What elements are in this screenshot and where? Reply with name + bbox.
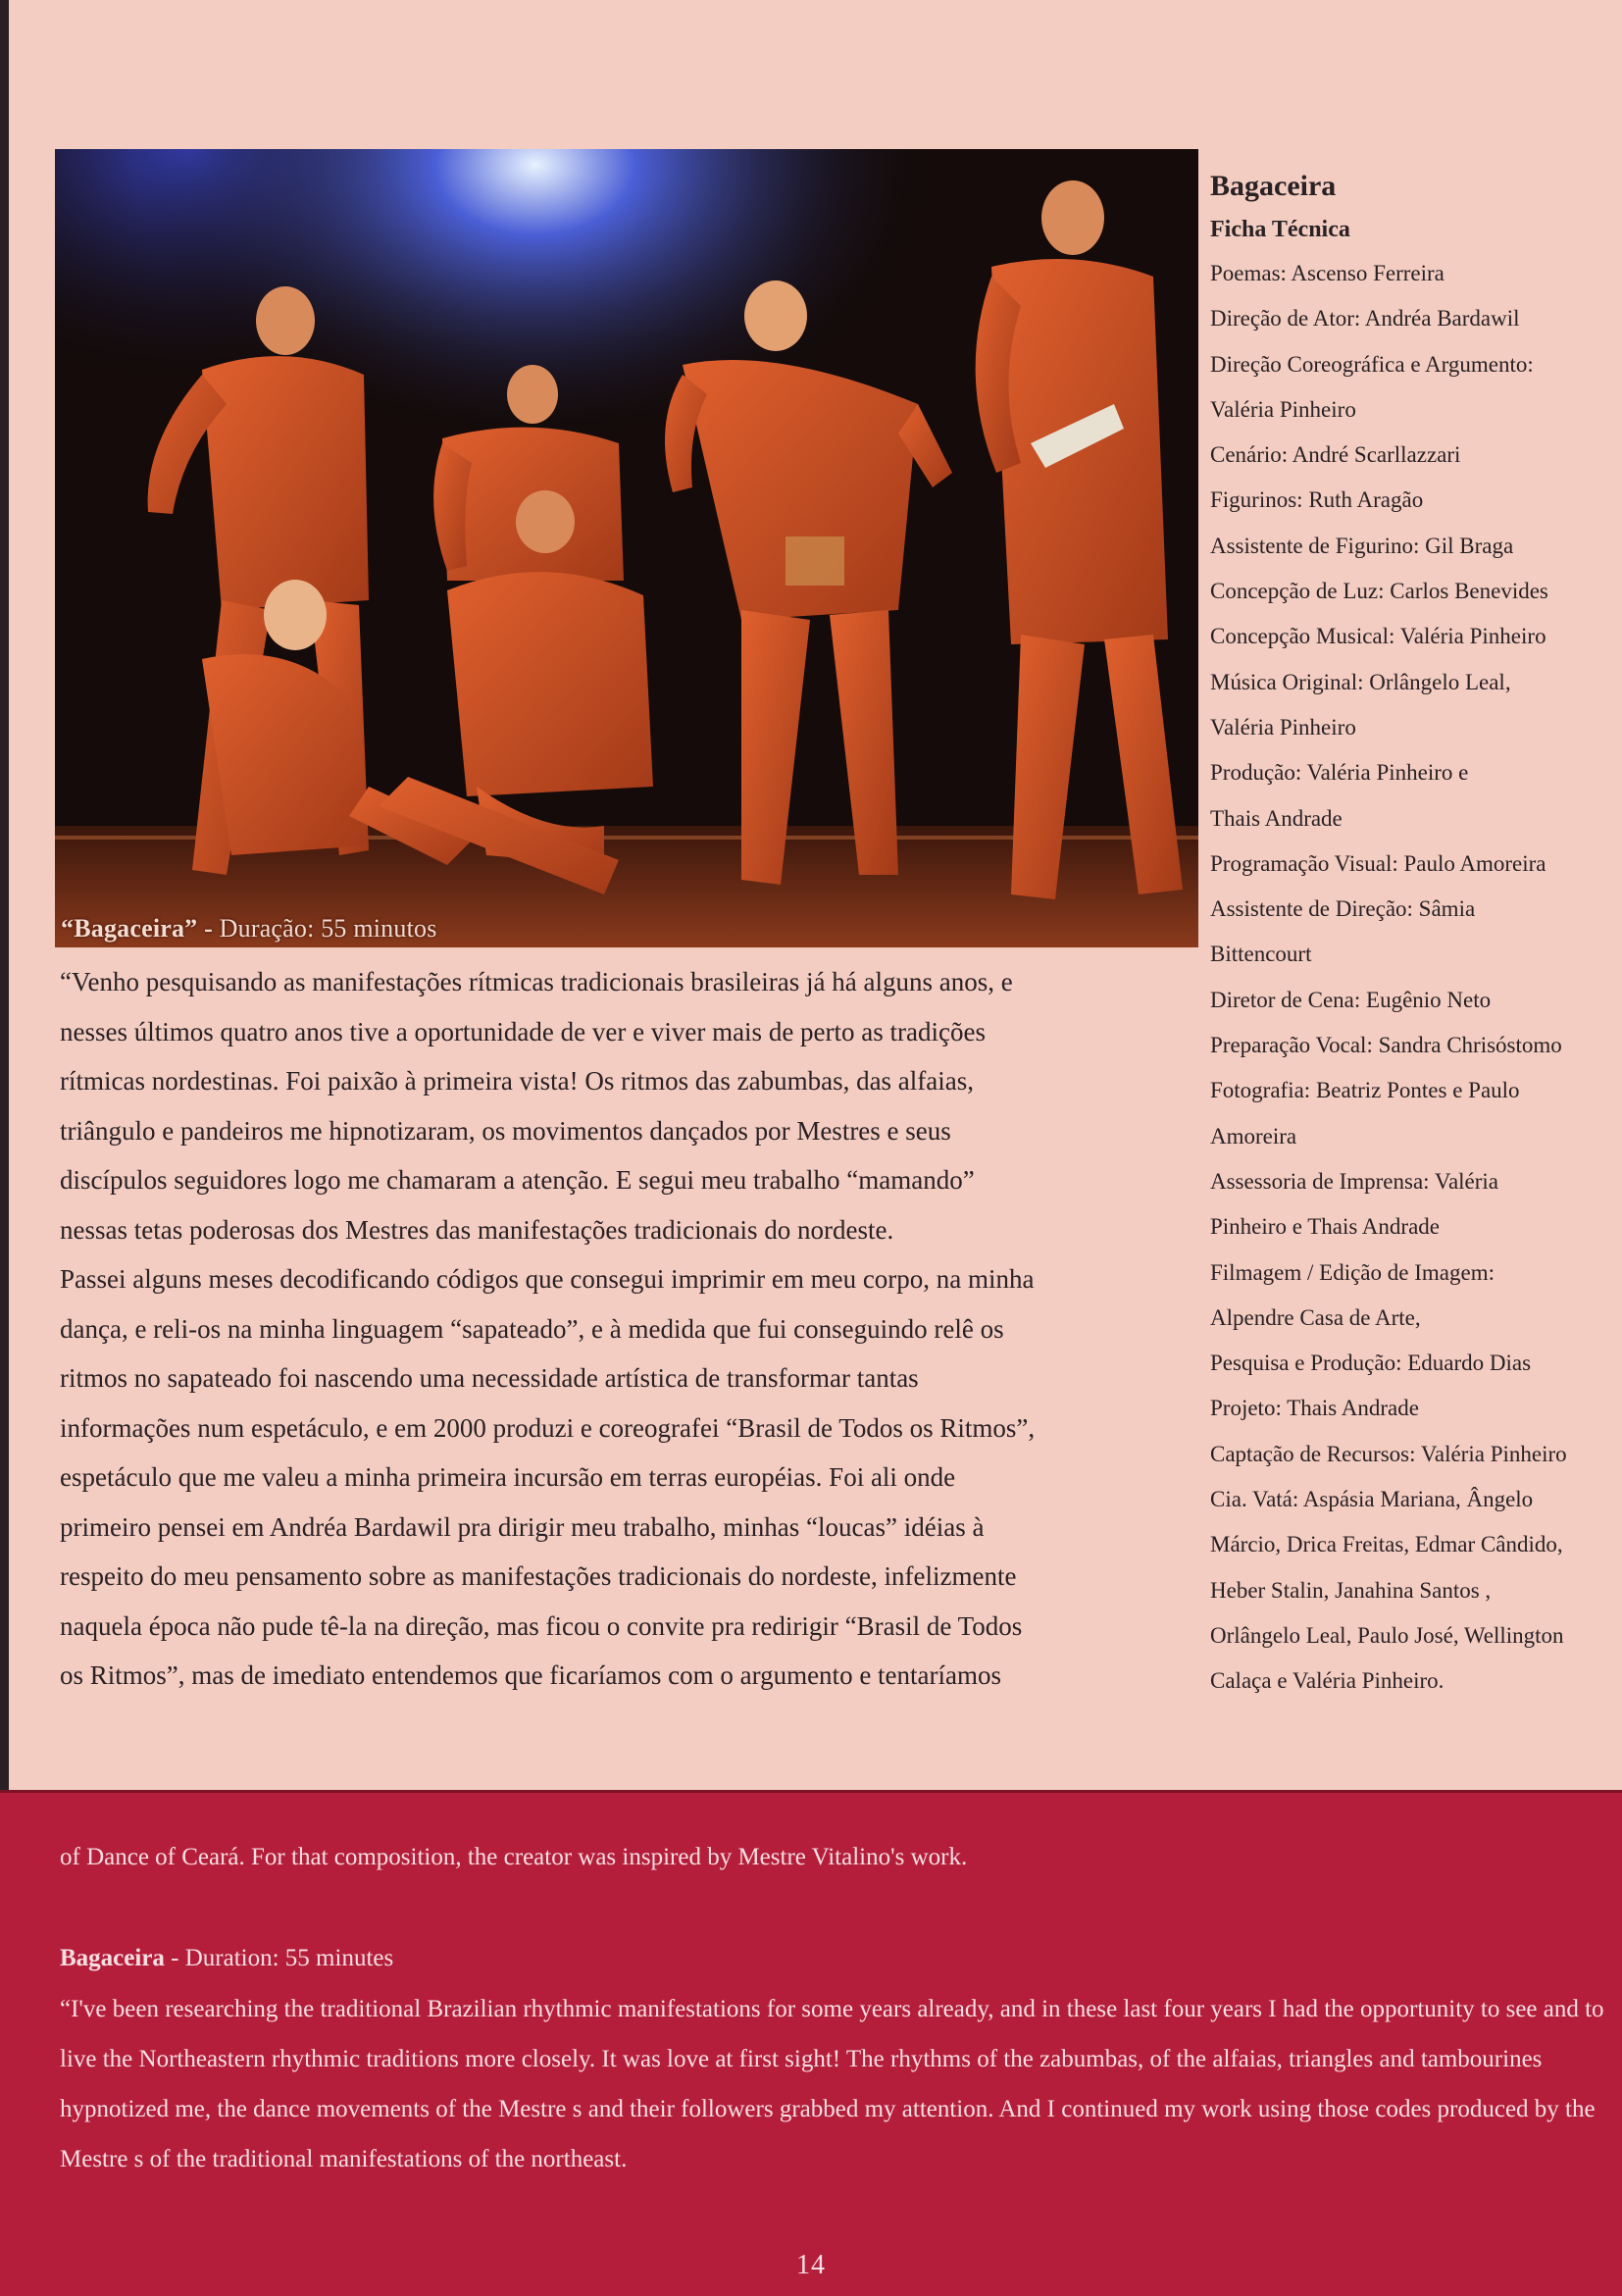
credit-line: Fotografia: Beatriz Pontes e Paulo [1210,1078,1520,1103]
credit-line: Márcio, Drica Freitas, Edmar Cândido, [1210,1532,1563,1557]
portuguese-body-text [60,957,1197,1701]
caption-duration: Duração: 55 minutos [219,914,437,943]
credit-line: Poemas: Ascenso Ferreira [1210,261,1445,285]
credit-line: Direção de Ator: Andréa Bardawil [1210,306,1520,332]
credit-line: Amoreira [1210,1123,1297,1148]
caption-separator: - [197,914,220,943]
text-line: informações num espetáculo, e em 2000 produzi e coreografei “Brasil de Todos os Ritmos”, [60,1412,1036,1443]
credit-line: Calaça e Valéria Pinheiro. [1210,1668,1445,1694]
credit-line: Assistente de Direção: Sâmia [1210,896,1476,922]
credit-line: Valéria Pinheiro [1210,714,1356,740]
english-title: Bagaceira [60,1945,165,1971]
text-line: “Venho pesquisando as manifestações rítmicas tradicionais brasileiras já há alguns anos, e [60,967,1013,996]
credit-line: Figurinos: Ruth Aragão [1210,487,1424,513]
credit-line: Filmagem / Edição de Imagem: [1210,1259,1495,1285]
credit-line: Cia. Vatá: Aspásia Mariana, Ângelo [1210,1487,1534,1512]
credit-line: Captação de Recursos: Valéria Pinheiro [1210,1441,1567,1466]
text-line: primeiro pensei em Andréa Bardawil pra dirigir meu trabalho, minhas “loucas” idéias à [60,1511,985,1542]
credit-line: Programação Visual: Paulo Amoreira [1210,850,1546,876]
credit-line: Orlângelo Leal, Paulo José, Wellington [1210,1622,1564,1648]
credit-line: Thais Andrade [1210,805,1343,831]
credit-line: Heber Stalin, Janahina Santos , [1210,1577,1492,1603]
credit-line: Assistente de Figurino: Gil Braga [1210,533,1514,558]
credit-line: Cenário: André Scarllazzari [1210,442,1461,468]
credit-line: Projeto: Thais Andrade [1210,1396,1419,1421]
english-translation-section [0,1790,1622,2296]
credit-line: Diretor de Cena: Eugênio Neto [1210,987,1492,1012]
text-line: triângulo e pandeiros me hipnotizaram, os movimentos dançados por Mestres e seus [60,1115,951,1146]
credit-line: Pinheiro e Thais Andrade [1210,1214,1440,1240]
page-number: 14 [796,2250,826,2280]
credits-subtitle: Ficha Técnica [1210,217,1350,242]
credit-line: Assessoria de Imprensa: Valéria [1210,1168,1499,1194]
credits-title: Bagaceira [1210,170,1337,202]
credit-line: Bittencourt [1210,942,1312,967]
caption-title: “Bagaceira” [61,914,198,943]
credit-line: Concepção Musical: Valéria Pinheiro [1210,624,1546,649]
text-line: dança, e reli-os na minha linguagem “sapateado”, e à medida que fui conseguindo relê os [60,1313,1004,1344]
text-line: rítmicas nordestinas. Foi paixão à primeira vista! Os ritmos das zabumbas, das alfaias, [60,1066,975,1096]
credits-column [1210,165,1612,1705]
english-duration: - Duration: 55 minutes [164,1945,394,1971]
credit-line: Alpendre Casa de Arte, [1210,1304,1421,1330]
text-line: naquela época não pude tê-la na direção, mas ficou o convite pra redirigir “Brasil de Todos [60,1610,1023,1641]
performance-photo [55,149,1198,947]
english-body-text: “I've been researching the traditional Brazilian rhythmic manifestations for some years already, and in these last four years I had the opportunity to see and to live the Northeastern rhythmic traditions more closely. It was love at first sight! The rhythms of the zabumbas, of the alfaias, triangles and tambourines hypnotized me, the dance movements of the Mestre s and their followers grabbed my attention. And I continued my work using those codes produced by the Mestre s of the traditional manifestations of the northeast. [60,1996,1604,2172]
credit-line: Pesquisa e Produção: Eduardo Dias [1210,1351,1532,1376]
credit-line: Direção Coreográfica e Argumento: [1210,351,1534,377]
scan-edge [0,0,9,1790]
english-heading [60,1945,393,1972]
text-line: os Ritmos”, mas de imediato entendemos que ficaríamos com o argumento e tentaríamos [60,1660,1002,1690]
text-line: ritmos no sapateado foi nascendo uma necessidade artística de transformar tantas [60,1363,919,1393]
text-line: discípulos seguidores logo me chamaram a atenção. E segui meu trabalho “mamando” [60,1165,975,1195]
text-line: espetáculo que me valeu a minha primeira incursão em terras européias. Foi ali onde [60,1462,956,1492]
text-line: Passei alguns meses decodificando códigos que consegui imprimir em meu corpo, na minha [60,1264,1035,1294]
text-line: nesses últimos quatro anos tive a oportunidade de ver e viver mais de perto as tradições [60,1016,986,1046]
text-line: nessas tetas poderosas dos Mestres das manifestações tradicionais do nordeste. [60,1214,894,1245]
photo-caption [61,914,437,944]
credit-line: Produção: Valéria Pinheiro e [1210,760,1469,786]
text-line: respeito do meu pensamento sobre as manifestações tradicionais do nordeste, infelizmente [60,1561,1017,1591]
credit-line: Preparação Vocal: Sandra Chrisóstomo [1210,1033,1562,1058]
credit-line: Valéria Pinheiro [1210,396,1356,422]
credit-line: Concepção de Luz: Carlos Benevides [1210,579,1548,604]
credit-line: Música Original: Orlângelo Leal, [1210,669,1511,694]
stage-illustration [55,149,1198,947]
english-intro-line: of Dance of Ceará. For that composition, the creator was inspired by Mestre Vitalino's work. [60,1844,968,1870]
